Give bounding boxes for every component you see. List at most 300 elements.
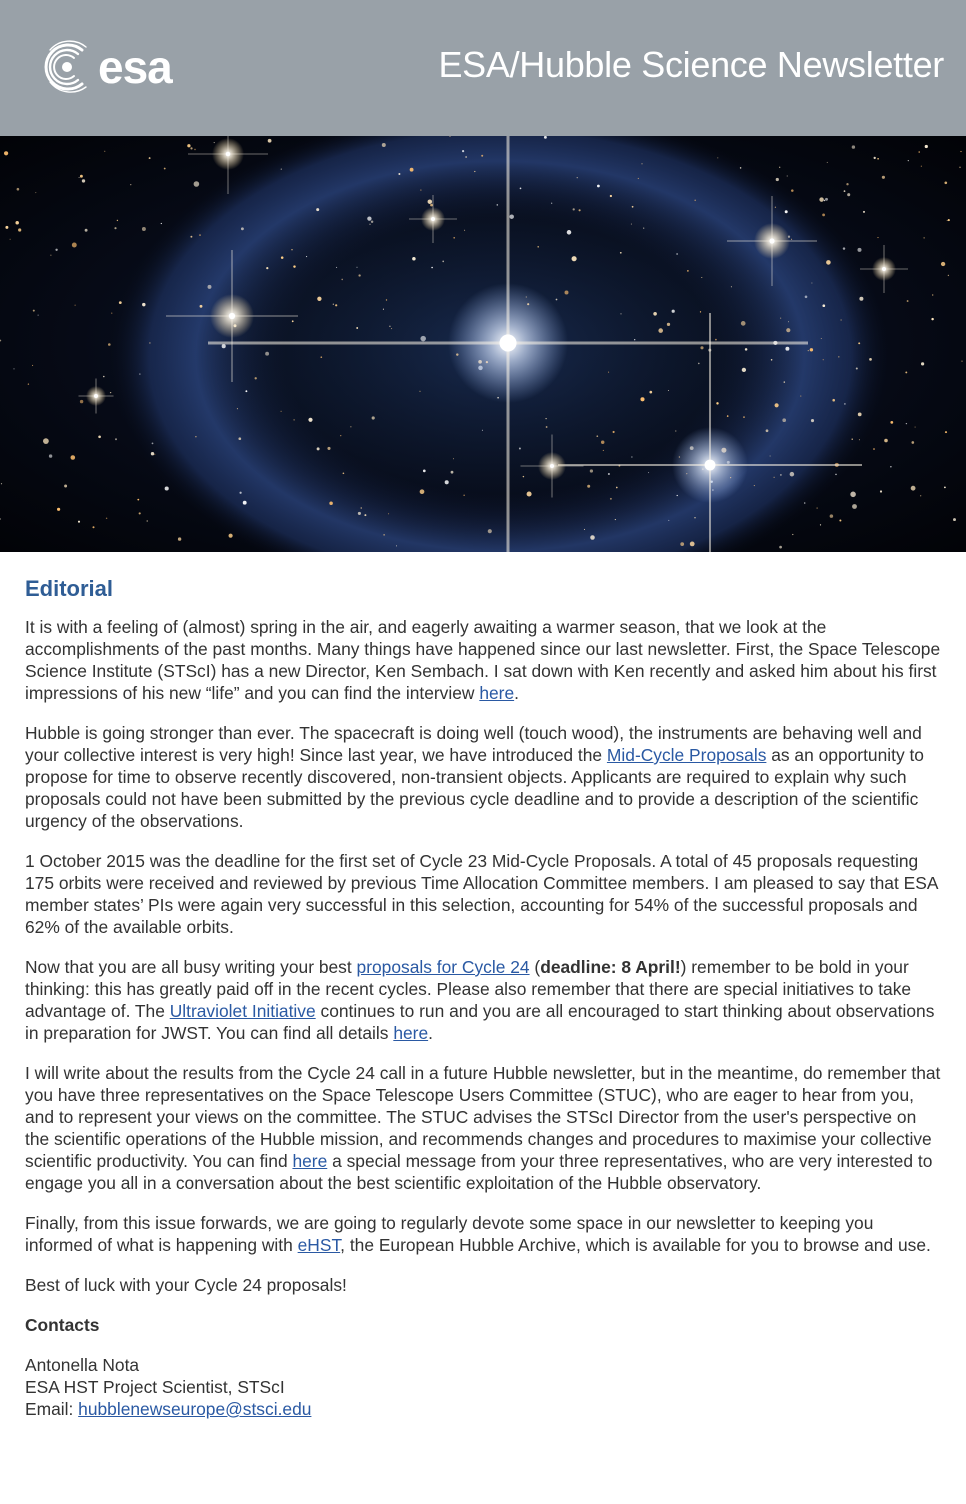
star xyxy=(780,474,782,476)
star xyxy=(320,356,322,358)
star xyxy=(28,383,29,384)
star xyxy=(341,279,343,281)
star xyxy=(640,397,644,401)
paragraph-hubble-status xyxy=(25,722,941,832)
paragraph-stuc xyxy=(25,1062,941,1194)
star xyxy=(383,309,384,310)
star xyxy=(634,339,635,340)
paragraph-ehst xyxy=(25,1212,941,1256)
star xyxy=(451,471,454,474)
star xyxy=(596,435,598,437)
esa-logo-icon xyxy=(38,38,96,96)
star xyxy=(14,368,15,369)
star xyxy=(911,441,914,444)
star xyxy=(668,390,669,391)
star xyxy=(948,219,950,221)
star xyxy=(423,470,426,473)
star xyxy=(293,419,294,420)
star xyxy=(281,256,284,259)
star xyxy=(70,455,75,460)
star xyxy=(430,204,433,207)
star xyxy=(556,299,558,301)
star xyxy=(821,338,822,339)
star xyxy=(620,252,622,254)
star xyxy=(222,344,226,348)
star xyxy=(238,437,241,440)
star xyxy=(820,524,821,525)
star xyxy=(72,243,77,248)
star xyxy=(1,483,2,484)
star xyxy=(874,157,876,159)
star xyxy=(782,418,786,422)
star xyxy=(266,267,268,269)
star xyxy=(610,195,612,197)
star xyxy=(715,339,717,341)
star xyxy=(877,158,879,160)
star xyxy=(316,208,319,211)
star xyxy=(741,321,746,326)
star xyxy=(520,188,522,190)
star xyxy=(50,255,51,256)
star xyxy=(142,303,145,306)
star xyxy=(590,469,593,472)
star xyxy=(680,542,684,546)
star xyxy=(787,175,788,176)
star xyxy=(932,294,933,295)
star xyxy=(85,229,88,232)
interview-link[interactable]: here xyxy=(479,683,515,703)
paragraph-text: Hubble is going stronger than ever. The spacecraft is doing well (touch wood), the instruments are behaving well and your collective interest is very high! Since last year, we have introduced the xyxy=(25,723,922,765)
deadline-text: deadline: 8 April! xyxy=(540,957,681,977)
star xyxy=(694,200,696,202)
star xyxy=(668,520,669,521)
star xyxy=(931,318,933,320)
star xyxy=(775,207,776,208)
star xyxy=(237,408,238,409)
star xyxy=(369,224,370,225)
star xyxy=(396,545,397,546)
star xyxy=(791,189,794,192)
star xyxy=(632,206,634,208)
star xyxy=(161,223,162,224)
star xyxy=(852,504,857,509)
editorial-section xyxy=(0,552,966,1420)
star xyxy=(835,474,837,476)
star xyxy=(740,167,742,169)
star xyxy=(281,168,282,169)
star xyxy=(743,416,744,417)
star xyxy=(139,512,141,514)
star xyxy=(800,396,801,397)
star xyxy=(464,230,465,231)
star xyxy=(615,519,616,520)
star xyxy=(187,144,190,147)
star xyxy=(391,328,392,329)
star xyxy=(241,227,244,230)
paragraph-text: It is with a feeling of (almost) spring in the air, and eagerly awaiting a warmer season, that we look at the accomplishments of the past months. Many things have happened since our last newsletter. First, the Space Telescope Science Institute (STScI) has a new Director, Ken Sembach. I sat down with Ken recently and asked him about his first impressions of his new “life” and you can find the interview xyxy=(25,617,941,703)
star xyxy=(565,291,569,295)
star xyxy=(142,227,146,231)
paragraph-text: , the European Hubble Archive, which is available for you to browse and use. xyxy=(340,1235,931,1255)
star xyxy=(672,310,675,313)
esa-logo-text: esa xyxy=(98,41,172,93)
star xyxy=(488,529,492,533)
star xyxy=(32,365,33,366)
star xyxy=(577,177,578,178)
star xyxy=(579,209,581,211)
star xyxy=(340,435,341,436)
cycle-24-proposals-link[interactable]: proposals for Cycle 24 xyxy=(356,957,530,977)
star xyxy=(343,472,345,474)
star xyxy=(523,476,524,477)
star xyxy=(676,253,678,255)
star xyxy=(804,502,806,504)
star xyxy=(620,313,621,314)
star xyxy=(57,508,60,511)
star xyxy=(880,490,882,492)
star xyxy=(784,381,785,382)
star xyxy=(445,480,449,484)
star xyxy=(785,210,788,213)
star xyxy=(317,447,320,450)
star xyxy=(924,237,925,238)
star xyxy=(428,199,433,204)
star xyxy=(780,318,781,319)
star xyxy=(791,239,792,240)
star xyxy=(852,439,853,440)
star xyxy=(811,282,812,283)
star xyxy=(245,390,247,392)
star xyxy=(164,168,166,170)
star xyxy=(653,312,657,316)
star xyxy=(336,267,337,268)
star xyxy=(641,163,642,164)
stuc-message-link[interactable]: here xyxy=(292,1151,328,1171)
star xyxy=(358,512,361,515)
star xyxy=(420,190,421,191)
star xyxy=(616,487,618,489)
star xyxy=(700,346,703,349)
signature-name: Antonella Nota xyxy=(25,1355,140,1375)
star xyxy=(941,262,945,266)
mid-cycle-proposals-link[interactable]: Mid-Cycle Proposals xyxy=(606,745,767,765)
star xyxy=(115,438,117,440)
star xyxy=(786,328,790,332)
star xyxy=(608,372,609,373)
star xyxy=(410,168,414,172)
details-link[interactable]: here xyxy=(393,1023,429,1043)
star xyxy=(147,520,148,521)
star xyxy=(921,166,922,167)
star xyxy=(165,486,169,490)
paragraph-text: Now that you are all busy writing your best xyxy=(25,957,357,977)
star xyxy=(137,499,139,501)
star xyxy=(766,429,769,432)
star xyxy=(947,220,948,221)
star xyxy=(944,181,947,184)
star xyxy=(859,297,863,301)
star xyxy=(754,485,755,486)
star xyxy=(884,439,888,443)
star xyxy=(859,439,860,440)
star xyxy=(597,185,600,188)
star xyxy=(727,415,729,417)
star xyxy=(631,456,632,457)
paragraph-text: ( xyxy=(529,957,541,977)
star xyxy=(190,147,192,149)
star xyxy=(658,328,663,333)
star xyxy=(546,426,548,428)
star xyxy=(838,356,839,357)
star xyxy=(200,305,203,308)
star xyxy=(805,295,808,298)
star xyxy=(382,143,386,147)
email-label: Email: xyxy=(25,1399,79,1419)
star xyxy=(863,211,865,213)
star xyxy=(80,400,83,403)
paragraph-cycle-23: 1 October 2015 was the deadline for the first set of Cycle 23 Mid-Cycle Proposals. A total of 45 proposals requesting 175 orbits were received and reviewed by previous Time Allocation Committee members. I am pleased to say that ESA member states’ PIs were again very successful in this selection, accounting for 54% of the successful proposals and 62% of the available orbits. xyxy=(25,851,938,937)
star xyxy=(858,413,862,417)
star xyxy=(117,220,118,221)
star xyxy=(822,214,825,217)
star xyxy=(857,248,861,252)
paragraph-text: continues to run and you are all encouraged to start thinking about observations in preparation for JWST. You can find all details xyxy=(25,1001,935,1043)
star xyxy=(905,371,907,373)
paragraph-text: . xyxy=(514,683,519,703)
star xyxy=(826,260,831,265)
star xyxy=(649,391,652,394)
star xyxy=(921,362,924,365)
star xyxy=(108,343,111,346)
star xyxy=(742,368,746,372)
star xyxy=(537,246,539,248)
star xyxy=(327,447,330,450)
star xyxy=(306,256,307,257)
star xyxy=(869,358,872,361)
star xyxy=(839,519,841,521)
star xyxy=(776,178,779,181)
star xyxy=(195,436,196,437)
star xyxy=(464,495,465,496)
star xyxy=(92,526,94,528)
star xyxy=(698,363,700,365)
star xyxy=(638,178,639,179)
star xyxy=(825,198,828,201)
star xyxy=(700,311,701,312)
star xyxy=(770,455,771,456)
star xyxy=(858,342,860,344)
email-link[interactable]: hubblenewseurope@stsci.edu xyxy=(78,1399,312,1419)
paragraph-text: . xyxy=(428,1023,433,1043)
star xyxy=(4,151,8,155)
star xyxy=(877,237,878,238)
star xyxy=(601,441,604,444)
star xyxy=(694,517,695,518)
contacts-heading: Contacts xyxy=(25,1315,100,1335)
star xyxy=(792,534,793,535)
star xyxy=(844,403,846,405)
star xyxy=(817,508,818,509)
star xyxy=(111,313,112,314)
star xyxy=(908,160,909,161)
star xyxy=(194,181,200,187)
star xyxy=(419,391,420,392)
star xyxy=(824,200,825,201)
star xyxy=(907,300,909,302)
star xyxy=(356,327,358,329)
star xyxy=(918,151,920,153)
star xyxy=(268,139,272,143)
star xyxy=(388,513,389,514)
star xyxy=(329,501,333,505)
star xyxy=(280,411,281,412)
star xyxy=(545,418,546,419)
star xyxy=(199,234,200,235)
star xyxy=(453,237,455,239)
star xyxy=(850,492,856,498)
star xyxy=(364,514,366,516)
star xyxy=(317,297,321,301)
star xyxy=(631,224,632,225)
star xyxy=(453,458,454,459)
newsletter-header xyxy=(0,0,966,136)
star xyxy=(843,247,845,249)
star xyxy=(844,190,846,192)
star xyxy=(38,315,39,316)
star xyxy=(687,270,689,272)
star xyxy=(431,267,433,269)
star xyxy=(819,197,823,201)
star xyxy=(239,492,241,494)
star xyxy=(731,286,732,287)
star xyxy=(308,418,312,422)
star xyxy=(214,142,215,143)
star xyxy=(852,145,855,148)
star xyxy=(509,214,514,219)
star xyxy=(716,402,718,404)
star xyxy=(882,176,885,179)
star xyxy=(610,498,612,500)
nebula-bubble-starfield-image xyxy=(0,136,966,552)
star xyxy=(961,361,962,362)
star xyxy=(17,188,20,191)
star xyxy=(648,472,649,473)
star xyxy=(960,151,961,152)
newsletter-title: ESA/Hubble Science Newsletter xyxy=(438,44,944,85)
hero-image xyxy=(0,136,966,552)
star xyxy=(35,192,36,193)
star xyxy=(64,485,67,488)
star xyxy=(190,236,192,238)
star xyxy=(953,518,956,521)
star xyxy=(110,392,111,393)
paragraph-text: ) remember to be bold in your thinking: this has greatly paid off in the recent cycles. Please also remember that there are special initiatives to take advantage of. The xyxy=(25,957,912,1021)
star xyxy=(519,448,521,450)
star xyxy=(33,310,35,312)
star xyxy=(82,179,85,182)
star xyxy=(572,256,577,261)
star xyxy=(890,421,893,424)
star xyxy=(243,501,247,505)
star xyxy=(104,151,105,152)
star xyxy=(371,221,373,223)
ultraviolet-initiative-link[interactable]: Ultraviolet Initiative xyxy=(169,1001,316,1021)
ehst-link[interactable]: eHST xyxy=(297,1235,341,1255)
editorial-heading: Editorial xyxy=(25,576,114,601)
star xyxy=(785,347,789,351)
star xyxy=(356,267,357,268)
star xyxy=(690,542,695,547)
paragraph-text: a special message from your three representatives, who are very interested to engage you all in a conversation about the best scientific exploitation of the Hubble observatory. xyxy=(25,1151,933,1193)
star xyxy=(412,257,416,261)
star xyxy=(55,249,57,251)
star xyxy=(481,155,483,157)
star xyxy=(106,518,107,519)
star xyxy=(944,486,946,488)
paragraph-text: as an opportunity to propose for time to observe recently discovered, non-transient objects. Applicants are required to explain why such proposals could not have been submitted by the previous cycle deadline and to provide a description of the scientific urgency of the observations. xyxy=(25,745,924,831)
star xyxy=(372,416,375,419)
star xyxy=(350,426,351,427)
star xyxy=(779,546,782,549)
star xyxy=(587,485,590,488)
esa-logo[interactable] xyxy=(38,38,198,96)
star xyxy=(18,228,21,231)
star xyxy=(15,221,19,225)
star xyxy=(790,472,795,477)
star xyxy=(925,145,928,148)
star xyxy=(103,376,105,378)
star xyxy=(667,323,670,326)
star xyxy=(775,403,779,407)
star xyxy=(292,320,294,322)
star xyxy=(959,166,961,168)
star xyxy=(151,452,154,455)
star xyxy=(383,534,384,535)
signature-email-line xyxy=(25,1398,941,1420)
star xyxy=(154,454,155,455)
star xyxy=(590,535,595,540)
star xyxy=(497,204,499,206)
star xyxy=(856,367,858,369)
star xyxy=(462,150,464,152)
signature-role: ESA HST Project Scientist, STScI xyxy=(25,1377,285,1397)
star xyxy=(119,301,122,304)
star xyxy=(114,227,116,229)
star xyxy=(920,495,921,496)
star xyxy=(442,261,444,263)
star xyxy=(717,157,718,158)
star xyxy=(420,336,425,341)
star xyxy=(779,167,780,168)
star xyxy=(911,486,916,491)
star xyxy=(474,171,475,172)
star xyxy=(771,359,773,361)
paragraph-intro xyxy=(25,616,941,704)
star xyxy=(584,529,585,530)
star xyxy=(335,304,337,306)
star xyxy=(149,342,150,343)
paragraph-text: Finally, from this issue forwards, we are going to regularly devote some space in our newsletter to keeping you informed of what is happening with xyxy=(25,1213,874,1255)
star xyxy=(830,514,834,518)
star xyxy=(906,423,907,424)
star xyxy=(265,352,269,356)
star xyxy=(361,507,362,508)
star xyxy=(130,184,131,185)
star xyxy=(847,193,850,196)
star xyxy=(255,377,257,379)
star xyxy=(98,435,101,438)
star xyxy=(79,177,80,178)
